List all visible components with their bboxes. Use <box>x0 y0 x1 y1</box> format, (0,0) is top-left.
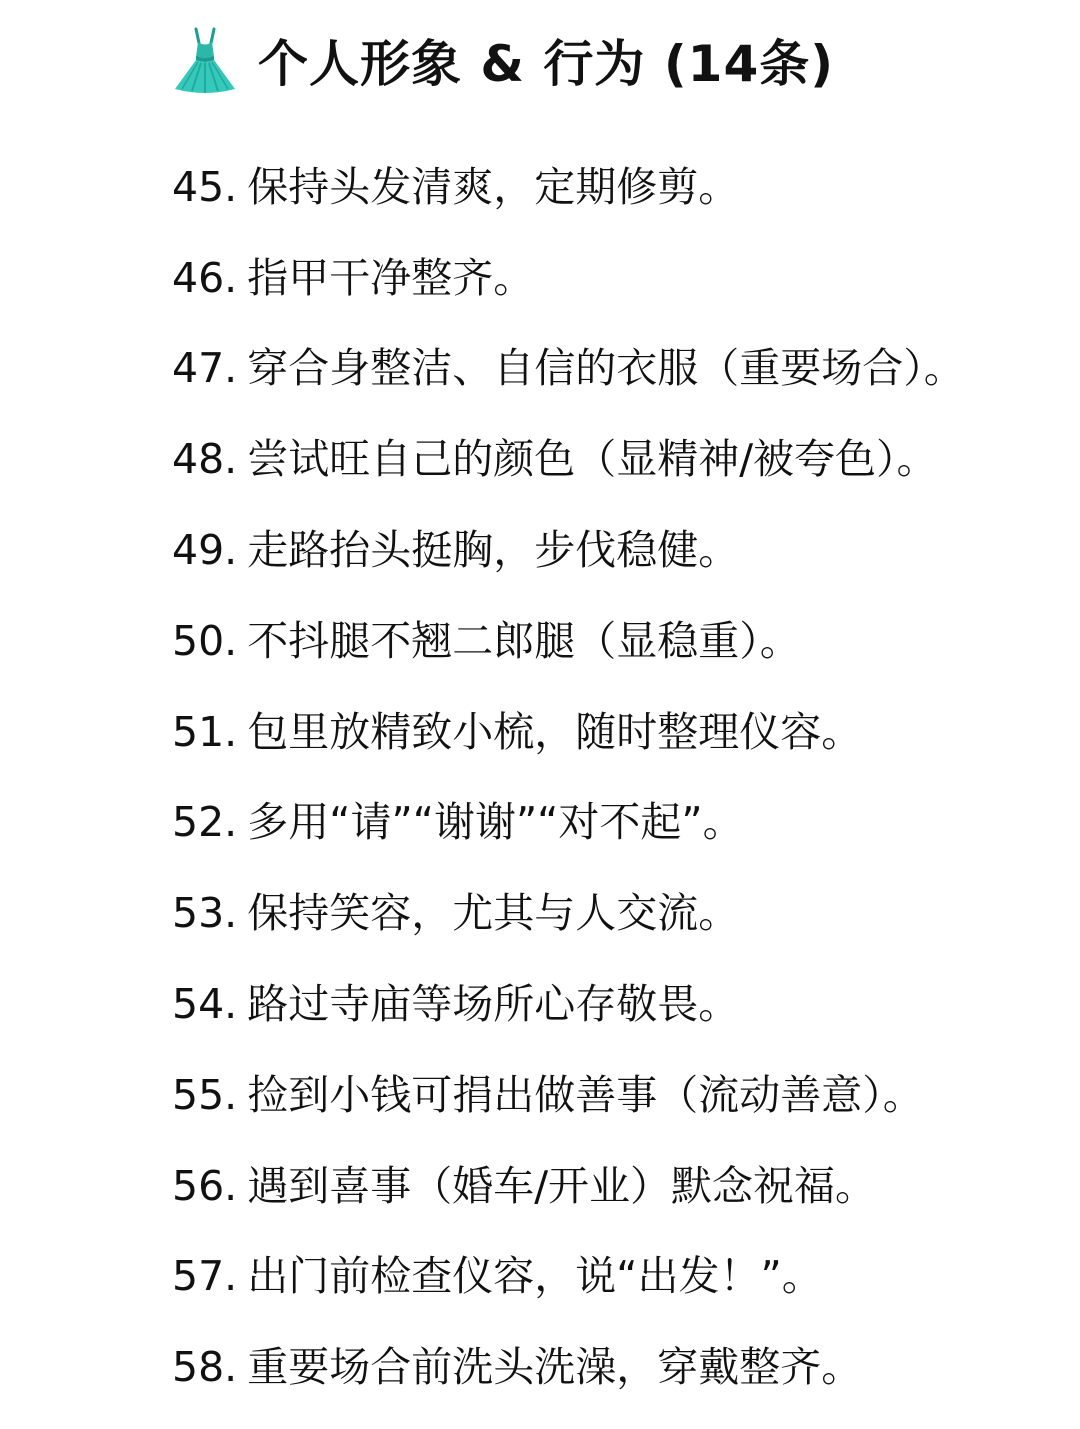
item-number: 55. <box>172 1070 238 1119</box>
item-text: 包里放精致小梳，随时整理仪容。 <box>247 707 863 756</box>
item-number: 51. <box>172 707 238 756</box>
list-item <box>172 778 1072 869</box>
item-number: 53. <box>172 889 238 938</box>
item-number: 52. <box>172 798 238 847</box>
header <box>172 22 834 98</box>
item-text: 出门前检查仪容，说“出发！”。 <box>247 1252 823 1301</box>
item-text: 穿合身整洁、自信的衣服（重要场合）。 <box>247 344 965 393</box>
list-item <box>172 687 1072 778</box>
item-number: 57. <box>172 1252 238 1301</box>
item-text: 路过寺庙等场所心存敬畏。 <box>247 980 740 1029</box>
list-item <box>172 1050 1072 1141</box>
item-text: 多用“请”“谢谢”“对不起”。 <box>247 798 744 847</box>
list-item <box>172 596 1072 687</box>
list-item <box>172 233 1072 324</box>
list-item <box>172 505 1072 596</box>
item-number: 54. <box>172 980 238 1029</box>
list-item <box>172 1141 1072 1232</box>
item-text: 不抖腿不翘二郎腿（显稳重）。 <box>247 616 801 665</box>
item-text: 保持笑容，尤其与人交流。 <box>247 889 740 938</box>
item-text: 尝试旺自己的颜色（显精神/被夸色）。 <box>247 435 938 484</box>
item-list <box>172 142 1072 1413</box>
list-item <box>172 324 1072 415</box>
item-text: 指甲干净整齐。 <box>247 253 535 302</box>
item-number: 46. <box>172 253 238 302</box>
item-text: 捡到小钱可捐出做善事（流动善意）。 <box>247 1070 924 1119</box>
dress-icon <box>172 25 238 95</box>
item-text: 重要场合前洗头洗澡，穿戴整齐。 <box>247 1343 863 1392</box>
item-text: 保持头发清爽，定期修剪。 <box>247 162 740 211</box>
list-item <box>172 868 1072 959</box>
item-text: 遇到喜事（婚车/开业）默念祝福。 <box>247 1161 877 1210</box>
item-number: 50. <box>172 616 238 665</box>
list-item <box>172 414 1072 505</box>
list-item <box>172 1232 1072 1323</box>
item-number: 58. <box>172 1343 238 1392</box>
item-text: 走路抬头挺胸，步伐稳健。 <box>247 526 740 575</box>
page-title: 个人形象 & 行为 (14条) <box>258 35 835 93</box>
list-item <box>172 959 1072 1050</box>
item-number: 45. <box>172 162 238 211</box>
list-item <box>172 142 1072 233</box>
item-number: 48. <box>172 435 238 484</box>
list-item <box>172 1322 1072 1413</box>
item-number: 47. <box>172 344 238 393</box>
item-number: 56. <box>172 1161 238 1210</box>
item-number: 49. <box>172 526 238 575</box>
